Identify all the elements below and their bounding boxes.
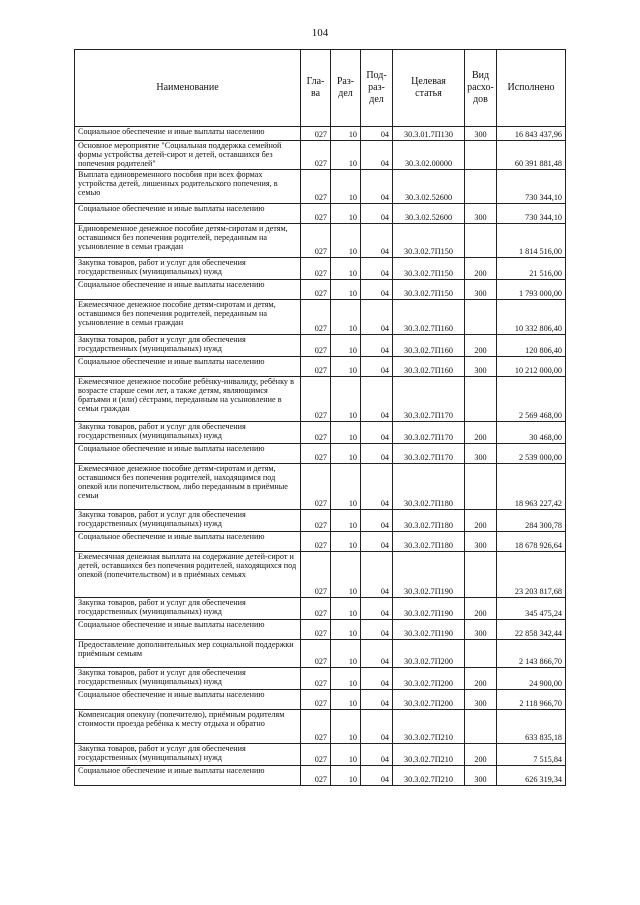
row-section: 10 — [331, 377, 361, 422]
header-target: Целевая статья — [393, 50, 465, 127]
row-chapter: 027 — [301, 640, 331, 668]
row-target-code: 30.3.02.7П170 — [393, 444, 465, 464]
table-row — [75, 510, 566, 532]
row-chapter: 027 — [301, 224, 331, 258]
row-amount: 24 900,00 — [497, 668, 566, 690]
table-row — [75, 377, 566, 422]
row-amount: 18 963 227,42 — [497, 464, 566, 510]
row-expense-type: 300 — [465, 766, 497, 786]
row-section: 10 — [331, 224, 361, 258]
row-subsection: 04 — [361, 744, 393, 766]
row-name: Выплата единовременного пособия при всех формах устройства детей, лишенных родительского попечения, в семью — [75, 170, 301, 204]
row-target-code: 30.3.01.7П130 — [393, 127, 465, 141]
row-expense-type — [465, 300, 497, 335]
row-expense-type — [465, 552, 497, 598]
table-row — [75, 335, 566, 357]
row-expense-type: 200 — [465, 422, 497, 444]
row-target-code: 30.3.02.7П210 — [393, 766, 465, 786]
row-chapter: 027 — [301, 444, 331, 464]
table-row — [75, 258, 566, 280]
row-name: Предоставление дополнительных мер социальной поддержки приёмным семьям — [75, 640, 301, 668]
row-subsection: 04 — [361, 510, 393, 532]
row-subsection: 04 — [361, 258, 393, 280]
row-name: Закупка товаров, работ и услуг для обеспечения государственных (муниципальных) нужд — [75, 668, 301, 690]
row-target-code: 30.3.02.7П160 — [393, 335, 465, 357]
row-target-code: 30.3.02.7П160 — [393, 300, 465, 335]
row-section: 10 — [331, 300, 361, 335]
row-amount: 730 344,10 — [497, 170, 566, 204]
row-subsection: 04 — [361, 668, 393, 690]
row-chapter: 027 — [301, 510, 331, 532]
row-name: Основное мероприятие "Социальная поддержка семейной формы устройства детей-сирот и детей, оставшихся без попечения родителей" — [75, 141, 301, 170]
row-target-code: 30.3.02.7П150 — [393, 224, 465, 258]
row-section: 10 — [331, 444, 361, 464]
row-expense-type: 300 — [465, 204, 497, 224]
row-subsection: 04 — [361, 766, 393, 786]
row-section: 10 — [331, 532, 361, 552]
row-name: Закупка товаров, работ и услуг для обеспечения государственных (муниципальных) нужд — [75, 744, 301, 766]
header-section: Раз- дел — [331, 50, 361, 127]
row-name: Ежемесячное денежное пособие ребёнку-инвалиду, ребёнку в возрасте старше семи лет, а также детям, являющимся братьями и (или) сёстрами, переданным на усыновление в семьи граждан — [75, 377, 301, 422]
row-target-code: 30.3.02.7П200 — [393, 690, 465, 710]
row-target-code: 30.3.02.7П210 — [393, 744, 465, 766]
row-target-code: 30.3.02.52600 — [393, 204, 465, 224]
row-chapter: 027 — [301, 766, 331, 786]
row-chapter: 027 — [301, 710, 331, 744]
row-section: 10 — [331, 690, 361, 710]
row-section: 10 — [331, 640, 361, 668]
row-section: 10 — [331, 620, 361, 640]
row-section: 10 — [331, 464, 361, 510]
row-expense-type — [465, 377, 497, 422]
row-expense-type: 300 — [465, 620, 497, 640]
row-subsection: 04 — [361, 422, 393, 444]
table-row — [75, 552, 566, 598]
row-name: Социальное обеспечение и иные выплаты населению — [75, 444, 301, 464]
row-chapter: 027 — [301, 690, 331, 710]
row-amount: 23 203 817,68 — [497, 552, 566, 598]
table-row — [75, 464, 566, 510]
row-amount: 10 212 000,00 — [497, 357, 566, 377]
row-expense-type: 300 — [465, 127, 497, 141]
row-section: 10 — [331, 357, 361, 377]
row-expense-type — [465, 464, 497, 510]
row-expense-type: 200 — [465, 510, 497, 532]
row-target-code: 30.3.02.00000 — [393, 141, 465, 170]
table-row — [75, 141, 566, 170]
row-section: 10 — [331, 204, 361, 224]
row-subsection: 04 — [361, 532, 393, 552]
row-expense-type — [465, 710, 497, 744]
row-target-code: 30.3.02.7П160 — [393, 357, 465, 377]
row-target-code: 30.3.02.7П150 — [393, 258, 465, 280]
row-target-code: 30.3.02.7П180 — [393, 532, 465, 552]
row-name: Социальное обеспечение и иные выплаты населению — [75, 357, 301, 377]
row-target-code: 30.3.02.7П150 — [393, 280, 465, 300]
row-section: 10 — [331, 552, 361, 598]
row-subsection: 04 — [361, 640, 393, 668]
row-chapter: 027 — [301, 357, 331, 377]
row-section: 10 — [331, 710, 361, 744]
row-name: Социальное обеспечение и иные выплаты населению — [75, 204, 301, 224]
row-amount: 18 678 926,64 — [497, 532, 566, 552]
row-name: Ежемесячная денежная выплата на содержание детей-сирот и детей, оставшихся без попечения родителей, находящихся под опекой (попечительством) и в приёмных семьях — [75, 552, 301, 598]
row-chapter: 027 — [301, 141, 331, 170]
table-row — [75, 357, 566, 377]
row-chapter: 027 — [301, 127, 331, 141]
row-amount: 21 516,00 — [497, 258, 566, 280]
budget-table — [74, 49, 566, 786]
row-chapter: 027 — [301, 620, 331, 640]
row-subsection: 04 — [361, 127, 393, 141]
table-row — [75, 710, 566, 744]
row-section: 10 — [331, 510, 361, 532]
row-name: Закупка товаров, работ и услуг для обеспечения государственных (муниципальных) нужд — [75, 258, 301, 280]
row-expense-type — [465, 170, 497, 204]
table-row — [75, 668, 566, 690]
row-chapter: 027 — [301, 464, 331, 510]
row-chapter: 027 — [301, 532, 331, 552]
row-expense-type: 300 — [465, 357, 497, 377]
row-chapter: 027 — [301, 335, 331, 357]
row-subsection: 04 — [361, 141, 393, 170]
header-subsection: Под- раз- дел — [361, 50, 393, 127]
row-subsection: 04 — [361, 552, 393, 598]
row-subsection: 04 — [361, 690, 393, 710]
table-row — [75, 204, 566, 224]
row-chapter: 027 — [301, 668, 331, 690]
header-executed: Исполнено — [497, 50, 566, 127]
row-amount: 2 118 966,70 — [497, 690, 566, 710]
row-name: Закупка товаров, работ и услуг для обеспечения государственных (муниципальных) нужд — [75, 510, 301, 532]
row-section: 10 — [331, 335, 361, 357]
row-expense-type: 300 — [465, 532, 497, 552]
row-chapter: 027 — [301, 258, 331, 280]
row-amount: 1 793 000,00 — [497, 280, 566, 300]
row-name: Ежемесячное денежное пособие детям-сиротам и детям, оставшимся без попечения родителей, находящимся под опекой или попечительством, либо переданным в приёмные семьи — [75, 464, 301, 510]
row-amount: 7 515,84 — [497, 744, 566, 766]
row-chapter: 027 — [301, 377, 331, 422]
row-subsection: 04 — [361, 335, 393, 357]
row-expense-type: 300 — [465, 690, 497, 710]
page-number: 104 — [311, 27, 329, 39]
table-row — [75, 170, 566, 204]
table-row — [75, 766, 566, 786]
row-section: 10 — [331, 141, 361, 170]
row-amount: 2 539 000,00 — [497, 444, 566, 464]
table-row — [75, 620, 566, 640]
row-section: 10 — [331, 258, 361, 280]
row-name: Закупка товаров, работ и услуг для обеспечения государственных (муниципальных) нужд — [75, 335, 301, 357]
row-amount: 22 858 342,44 — [497, 620, 566, 640]
row-name: Закупка товаров, работ и услуг для обеспечения государственных (муниципальных) нужд — [75, 598, 301, 620]
table-row — [75, 127, 566, 141]
row-section: 10 — [331, 422, 361, 444]
table-row — [75, 640, 566, 668]
row-subsection: 04 — [361, 357, 393, 377]
row-chapter: 027 — [301, 552, 331, 598]
table-row — [75, 280, 566, 300]
row-subsection: 04 — [361, 598, 393, 620]
table-row — [75, 532, 566, 552]
row-name: Социальное обеспечение и иные выплаты населению — [75, 690, 301, 710]
header-expense-type: Вид расхо- дов — [465, 50, 497, 127]
row-amount: 30 468,00 — [497, 422, 566, 444]
row-target-code: 30.3.02.52600 — [393, 170, 465, 204]
row-chapter: 027 — [301, 300, 331, 335]
row-section: 10 — [331, 744, 361, 766]
row-chapter: 027 — [301, 280, 331, 300]
table-row — [75, 422, 566, 444]
row-target-code: 30.3.02.7П170 — [393, 422, 465, 444]
row-target-code: 30.3.02.7П170 — [393, 377, 465, 422]
row-amount: 626 319,34 — [497, 766, 566, 786]
table-row — [75, 598, 566, 620]
table-row — [75, 224, 566, 258]
row-target-code: 30.3.02.7П200 — [393, 668, 465, 690]
row-amount: 730 344,10 — [497, 204, 566, 224]
row-expense-type: 300 — [465, 280, 497, 300]
row-amount: 2 569 468,00 — [497, 377, 566, 422]
row-target-code: 30.3.02.7П210 — [393, 710, 465, 744]
row-subsection: 04 — [361, 710, 393, 744]
row-section: 10 — [331, 170, 361, 204]
row-name: Ежемесячное денежное пособие детям-сиротам и детям, оставшимся без попечения родителей, переданным на усыновление в семьи граждан — [75, 300, 301, 335]
row-name: Единовременное денежное пособие детям-сиротам и детям, оставшимся без попечения родителей, переданным на усыновление в семьи граждан — [75, 224, 301, 258]
row-subsection: 04 — [361, 224, 393, 258]
row-expense-type: 200 — [465, 258, 497, 280]
row-name: Компенсация опекуну (попечителю), приёмным родителям стоимости проезда ребёнка к месту отдыха и обратно — [75, 710, 301, 744]
row-chapter: 027 — [301, 422, 331, 444]
header-name: Наименование — [75, 50, 301, 127]
row-name: Социальное обеспечение и иные выплаты населению — [75, 532, 301, 552]
row-expense-type — [465, 224, 497, 258]
table-row — [75, 690, 566, 710]
row-subsection: 04 — [361, 620, 393, 640]
row-target-code: 30.3.02.7П200 — [393, 640, 465, 668]
row-amount: 60 391 881,48 — [497, 141, 566, 170]
row-section: 10 — [331, 668, 361, 690]
row-amount: 120 806,40 — [497, 335, 566, 357]
table-header — [75, 50, 566, 127]
row-amount: 1 814 516,00 — [497, 224, 566, 258]
row-section: 10 — [331, 280, 361, 300]
row-subsection: 04 — [361, 280, 393, 300]
table-row — [75, 300, 566, 335]
row-target-code: 30.3.02.7П190 — [393, 598, 465, 620]
row-chapter: 027 — [301, 598, 331, 620]
row-amount: 633 835,18 — [497, 710, 566, 744]
table-body — [75, 127, 566, 786]
row-expense-type: 200 — [465, 668, 497, 690]
row-amount: 345 475,24 — [497, 598, 566, 620]
header-chapter: Гла- ва — [301, 50, 331, 127]
row-subsection: 04 — [361, 300, 393, 335]
row-target-code: 30.3.02.7П190 — [393, 620, 465, 640]
row-expense-type: 300 — [465, 444, 497, 464]
row-amount: 16 843 437,96 — [497, 127, 566, 141]
row-subsection: 04 — [361, 444, 393, 464]
row-target-code: 30.3.02.7П190 — [393, 552, 465, 598]
row-subsection: 04 — [361, 204, 393, 224]
row-chapter: 027 — [301, 744, 331, 766]
row-chapter: 027 — [301, 170, 331, 204]
row-expense-type: 200 — [465, 744, 497, 766]
row-expense-type — [465, 640, 497, 668]
row-chapter: 027 — [301, 204, 331, 224]
row-target-code: 30.3.02.7П180 — [393, 510, 465, 532]
row-section: 10 — [331, 598, 361, 620]
table-row — [75, 744, 566, 766]
row-name: Социальное обеспечение и иные выплаты населению — [75, 280, 301, 300]
table-row — [75, 444, 566, 464]
row-name: Социальное обеспечение и иные выплаты населению — [75, 766, 301, 786]
row-subsection: 04 — [361, 377, 393, 422]
row-subsection: 04 — [361, 170, 393, 204]
row-section: 10 — [331, 127, 361, 141]
row-expense-type: 200 — [465, 598, 497, 620]
row-subsection: 04 — [361, 464, 393, 510]
row-name: Закупка товаров, работ и услуг для обеспечения государственных (муниципальных) нужд — [75, 422, 301, 444]
row-name: Социальное обеспечение и иные выплаты населению — [75, 620, 301, 640]
row-expense-type — [465, 141, 497, 170]
row-amount: 284 300,78 — [497, 510, 566, 532]
row-amount: 2 143 866,70 — [497, 640, 566, 668]
row-section: 10 — [331, 766, 361, 786]
row-target-code: 30.3.02.7П180 — [393, 464, 465, 510]
row-amount: 10 332 806,40 — [497, 300, 566, 335]
row-name: Социальное обеспечение и иные выплаты населению — [75, 127, 301, 141]
row-expense-type: 200 — [465, 335, 497, 357]
